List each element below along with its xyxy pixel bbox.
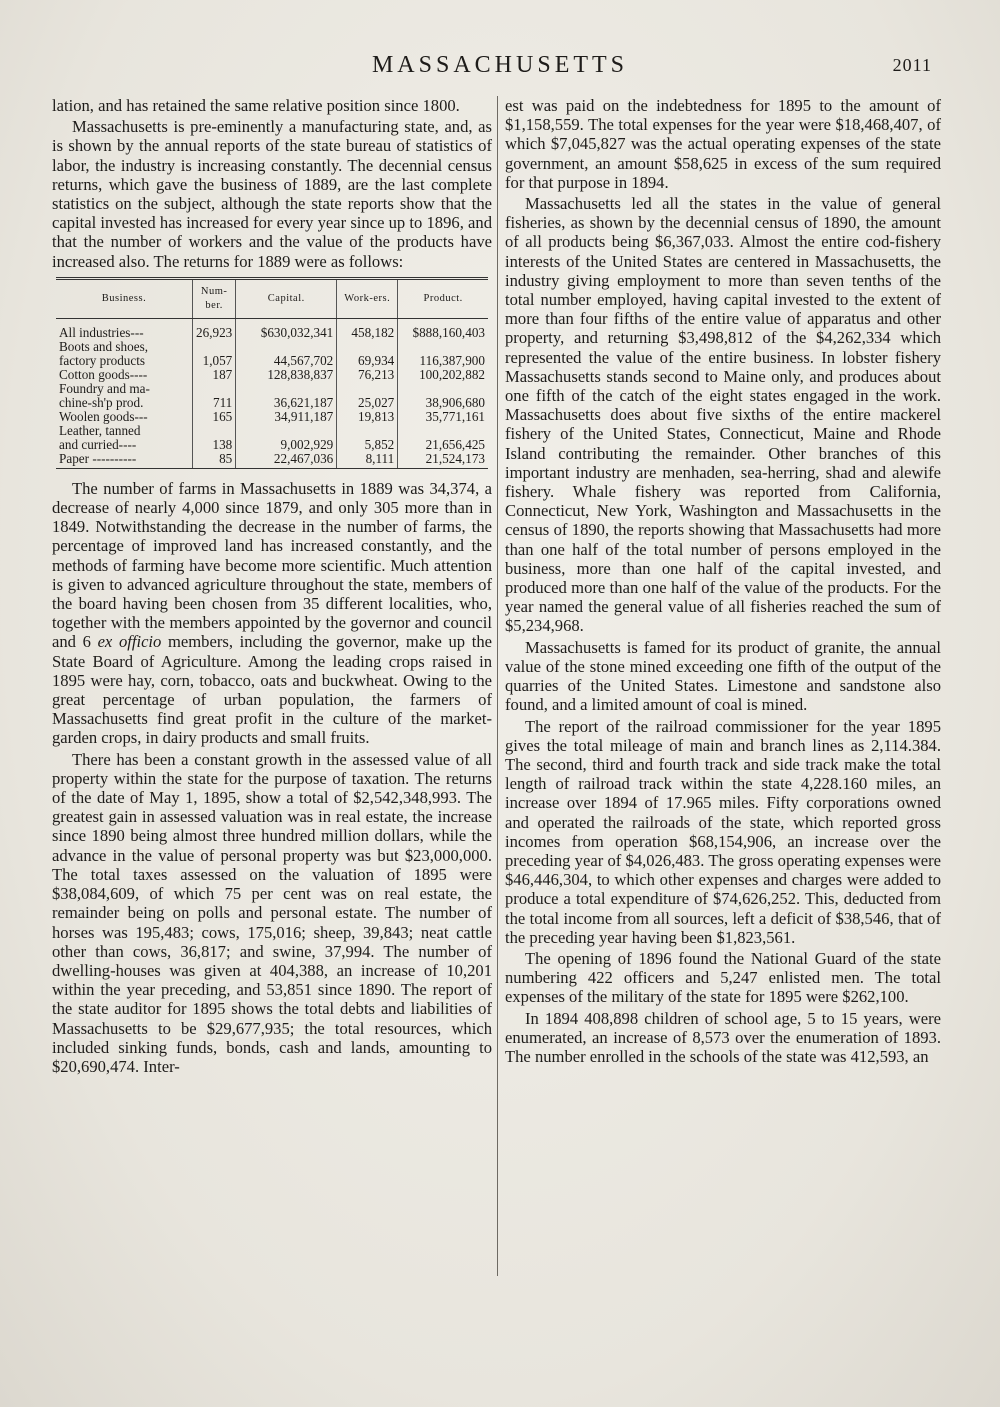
product-cell xyxy=(398,382,488,396)
capital-cell xyxy=(236,340,337,354)
business-cell: Woolen goods--- xyxy=(59,408,148,424)
paragraph: Massachusetts led all the states in the value of general fisheries, as shown by the decennial census of 1890, the amount of all products being $6,367,033. Almost the entire cod-fishery interests of the United States are centered in Massachusetts, the industry giving employment to more than seven tenths of the total number employed, having capital invested to the extent of more than four fifths of the entire value of apparatus and other property, and returning $3,498,812 of the $4,262,334 which represented the value of the entire business. In lobster fishery Massachusetts stands second to Maine only, and produces about one fifth of the catch of the eight states engaged in the work. Massachusetts does about five sixths of the entire mackerel fishery of the United States, Connecticut, Maine and Rhode Island contributing the remainder. Other branches of this important industry are menhaden, sea-herring, shad and alewife fishery. Whale fishery was reported from California, Connecticut, New York, Washington and Massachusetts in the census of 1890, the reports showing that Massachusetts had more than one half of the total number of persons employed in the business, more than one half of the capital invested, and produced more than one half of the value of the products. For the year named the general value of all fisheries reached the sum of $5,234,968. xyxy=(505,194,941,636)
capital-cell: 44,567,702 xyxy=(236,354,337,368)
left-column xyxy=(52,96,492,1076)
capital-cell: 22,467,036 xyxy=(236,452,337,469)
column-divider xyxy=(497,96,498,1276)
table-row xyxy=(56,382,488,396)
product-cell: 35,771,161 xyxy=(398,410,488,424)
table-row xyxy=(56,368,488,382)
business-cell: Leather, tanned xyxy=(59,422,141,438)
product-cell: 21,656,425 xyxy=(398,438,488,452)
paragraph: In 1894 408,898 children of school age, 5 to 15 years, were enumerated, an increase of 8,573 over the enumeration of 1893. The number enrolled in the schools of the state was 412,593, an xyxy=(505,1008,941,1066)
business-cell: Paper ---------- xyxy=(56,452,193,469)
running-header xyxy=(0,52,1000,82)
column-header: Business. xyxy=(56,278,193,318)
column-header: Capital. xyxy=(236,278,337,318)
workers-cell: 69,934 xyxy=(337,354,398,368)
italic-term: ex officio xyxy=(97,632,162,652)
product-cell: 38,906,680 xyxy=(398,396,488,410)
workers-cell xyxy=(337,382,398,396)
column-header: Num-ber. xyxy=(193,278,236,318)
business-cell: Foundry and ma- xyxy=(59,380,150,396)
paragraph: est was paid on the indebtedness for 1895 to the amount of $1,158,559. The total expenses for the year were $18,468,407, of which $7,045,827 was the actual operating expenses of the state government, an amount $58,625 in excess of the sum required for that purpose in 1894. xyxy=(505,96,941,192)
table-row xyxy=(56,318,488,340)
capital-cell xyxy=(236,382,337,396)
product-cell: 100,202,882 xyxy=(398,368,488,382)
num-cell xyxy=(193,340,236,354)
paragraph: lation, and has retained the same relative position since 1800. xyxy=(52,96,460,115)
num-cell: 165 xyxy=(193,410,236,424)
workers-cell: 25,027 xyxy=(337,396,398,410)
workers-cell: 76,213 xyxy=(337,368,398,382)
num-cell: 1,057 xyxy=(193,354,236,368)
column-header: Product. xyxy=(398,278,488,318)
industry-statistics-table xyxy=(56,277,488,469)
product-cell xyxy=(398,340,488,354)
workers-cell: 5,852 xyxy=(337,438,398,452)
workers-cell xyxy=(337,340,398,354)
num-cell: 85 xyxy=(193,452,236,469)
num-cell: 26,923 xyxy=(193,318,236,340)
business-cell: factory products xyxy=(59,352,146,368)
business-cell: Boots and shoes, xyxy=(59,338,149,354)
table-header-row xyxy=(56,278,488,318)
table-row xyxy=(56,410,488,424)
capital-cell: 9,002,929 xyxy=(236,438,337,452)
right-column xyxy=(505,96,941,1066)
business-cell: All industries--- xyxy=(59,324,144,340)
page-title: MASSACHUSETTS xyxy=(371,52,629,78)
table-row xyxy=(56,340,488,354)
paragraph xyxy=(52,479,492,748)
num-cell xyxy=(193,424,236,438)
num-cell: 711 xyxy=(193,396,236,410)
product-cell xyxy=(398,424,488,438)
table-row xyxy=(56,354,488,368)
paragraph: Massachusetts is famed for its product of granite, the annual value of the stone mined exceeding one fifth of the output of the quarries of the United States. Limestone and sandstone also found, and a limited amount of coal is mined. xyxy=(505,637,941,715)
table-row xyxy=(56,424,488,438)
paragraph-text: The number of farms in Massachusetts in 1889 was 34,374, a decrease of nearly 4,000 since 1879, and only 305 more than in 1849. Notwithstanding the decrease in the number of farms, the percentage of improved land has increased constantly, and the methods of farming have become more scientific. Much attention is given to advanced agriculture throughout the state, members of the board having been chosen from 35 different localities, who, together with the members appointed by the governor and council and 6 xyxy=(52,478,492,652)
capital-cell: $630,032,341 xyxy=(236,318,337,340)
num-cell: 138 xyxy=(193,438,236,452)
table-row xyxy=(56,452,488,469)
capital-cell: 36,621,187 xyxy=(236,396,337,410)
business-cell: Cotton goods---- xyxy=(59,366,148,382)
workers-cell xyxy=(337,424,398,438)
paragraph: The opening of 1896 found the National Guard of the state numbering 422 officers and 5,247 enlisted men. The total expenses of the military of the state for 1895 were $262,100. xyxy=(505,948,941,1007)
product-cell: 21,524,173 xyxy=(398,452,488,469)
workers-cell: 458,182 xyxy=(337,318,398,340)
page-number: 2011 xyxy=(892,55,932,75)
num-cell xyxy=(193,382,236,396)
business-cell: chine-sh'p prod. xyxy=(59,394,144,410)
business-cell: and curried---- xyxy=(59,436,137,452)
capital-cell: 128,838,837 xyxy=(236,368,337,382)
product-cell: $888,160,403 xyxy=(398,318,488,340)
capital-cell: 34,911,187 xyxy=(236,410,337,424)
workers-cell: 19,813 xyxy=(337,410,398,424)
paragraph: The report of the railroad commissioner for the year 1895 gives the total mileage of main and branch lines as 2,114.384. The second, third and fourth track and side track make the total length of railroad track within the state 4,228.160 miles, an increase over 1894 of 17.965 miles. Fifty corporations owned and operated the railroads of the state, which reported gross incomes from operation $68,154,906, an increase over the preceding year of $4,026,483. The gross operating expenses were $46,446,304, to which other expenses and charges were added to produce a total expenditure of $74,626,252. This, deducted from the total income from all sources, left a deficit of $38,546, that of the preceding year having been $1,823,561. xyxy=(505,716,941,947)
paragraph: There has been a constant growth in the assessed value of all property within the state for the purpose of taxation. The returns of the date of May 1, 1895, show a total of $2,542,348,993. The greatest gain in assessed valuation was in real estate, the increase since 1890 being almost three hundred million dollars, while the advance in the value of personal property was but $23,000,000. The total taxes assessed on the valuation of 1895 were $38,084,609, of which 75 per cent was on real estate, the remainder being on polls and personal estate. The number of horses was 195,483; cows, 175,016; sheep, 39,843; neat cattle other than cows, 36,817; and swine, 37,994. The number of dwelling-houses was given at 404,388, an increase of 10,201 within the year preceding, and 53,851 since 1890. The report of the state auditor for 1895 shows the total debts and liabilities of Massachusetts to be $29,677,935; the total resources, which included sinking funds, bonds, cash and lands, amounting to $20,690,474. Inter- xyxy=(52,749,492,1076)
product-cell: 116,387,900 xyxy=(398,354,488,368)
num-cell: 187 xyxy=(193,368,236,382)
table-body xyxy=(56,318,488,468)
column-header: Work-ers. xyxy=(337,278,398,318)
capital-cell xyxy=(236,424,337,438)
table-row xyxy=(56,396,488,410)
table-row xyxy=(56,438,488,452)
paragraph: Massachusetts is pre-eminently a manufacturing state, and, as is shown by the annual reports of the state bureau of statistics of labor, the industry is increasing constantly. The decennial census returns, which gave the business of 1889, are the last complete statistics on the subject, although the state reports show that the capital invested has increased for every year since up to 1896, and that the number of workers and the value of the products have increased also. The returns for 1889 were as follows: xyxy=(52,117,492,271)
paragraph-text: members, including the governor, make up the State Board of Agriculture. Among the leading crops raised in 1895 were hay, corn, tobacco, oats and buckwheat. Owing to the great percentage of urban population, the farmers of Massachusetts find great profit in the culture of the market-garden crops, in dairy products and small fruits. xyxy=(52,632,492,748)
workers-cell: 8,111 xyxy=(337,452,398,469)
